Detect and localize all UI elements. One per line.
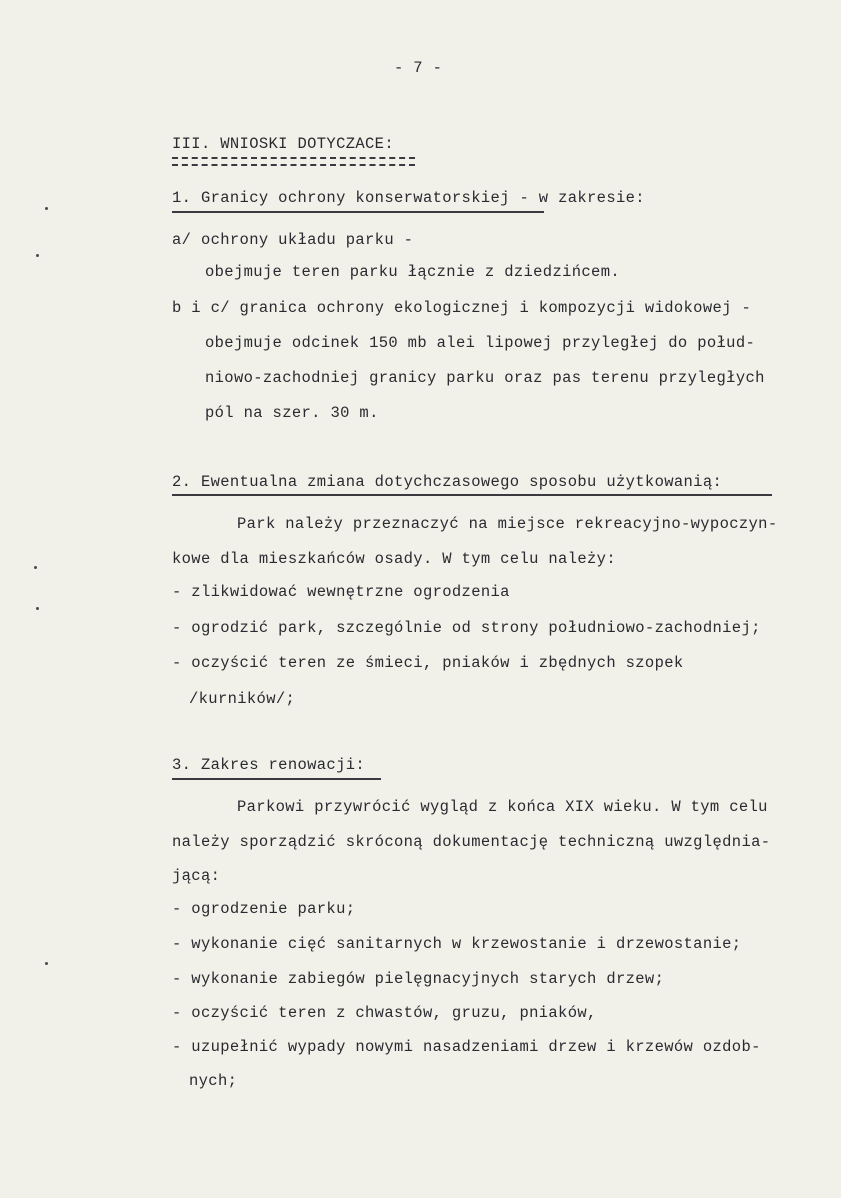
s3-line-9: nych; (189, 1072, 238, 1090)
s2-line-5: - oczyścić teren ze śmieci, pniaków i zbędnych szopek (172, 654, 684, 672)
s1-line-6: pól na szer. 30 m. (205, 404, 379, 422)
scan-speck (45, 962, 48, 965)
page-number: - 7 - (394, 59, 443, 77)
s2-line-3: - zlikwidować wewnętrzne ogrodzenia (172, 583, 510, 601)
section-3-underline (172, 778, 381, 780)
s3-line-5: - wykonanie cięć sanitarnych w krzewostanie i drzewostanie; (172, 935, 742, 953)
scan-speck (36, 607, 39, 610)
scan-speck (36, 254, 39, 257)
s3-line-3: jącą: (172, 867, 221, 885)
section-2-underline (172, 494, 772, 496)
s2-line-2: kowe dla mieszkańców osady. W tym celu należy: (172, 550, 616, 568)
s3-line-4: - ogrodzenie parku; (172, 900, 356, 918)
scan-speck (45, 207, 48, 210)
section-2-heading: 2. Ewentualna zmiana dotychczasowego sposobu użytkowanią: (172, 473, 723, 491)
s1-line-1: a/ ochrony układu parku - (172, 231, 414, 249)
section-3-heading: 3. Zakres renowacji: (172, 756, 366, 774)
s1-line-4: obejmuje odcinek 150 mb alei lipowej przyległej do połud- (205, 334, 756, 352)
scan-speck (34, 566, 37, 569)
s1-line-2: obejmuje teren parku łącznie z dziedzińcem. (205, 263, 621, 281)
section-1-underline (172, 211, 544, 213)
s1-line-3: b i c/ granica ochrony ekologicznej i kompozycji widokowej - (172, 299, 752, 317)
s3-line-8: - uzupełnić wypady nowymi nasadzeniami drzew i krzewów ozdob- (172, 1038, 761, 1056)
s3-line-7: - oczyścić teren z chwastów, gruzu, pniaków, (172, 1004, 597, 1022)
section-1-heading-text: 1. Granicy ochrony konserwatorskiej (172, 189, 510, 207)
section-1-heading-suffix: - w zakresie: (509, 189, 645, 207)
s2-line-6: /kurników/; (189, 690, 296, 708)
s3-line-2: należy sporządzić skróconą dokumentację techniczną uwzględnia- (172, 833, 771, 851)
s3-line-6: - wykonanie zabiegów pielęgnacyjnych starych drzew; (172, 970, 665, 988)
s2-line-1: Park należy przeznaczyć na miejsce rekreacyjno-wypoczyn- (237, 515, 778, 533)
section-1-heading (172, 188, 645, 208)
s2-line-4: - ogrodzić park, szczególnie od strony południowo-zachodniej; (172, 619, 761, 637)
s3-line-1: Parkowi przywrócić wygląd z końca XIX wieku. W tym celu (237, 798, 768, 816)
heading-double-underline (172, 157, 415, 166)
s1-line-5: niowo-zachodniej granicy parku oraz pas terenu przyległych (205, 369, 765, 387)
section-heading: III. WNIOSKI DOTYCZACE: (172, 135, 394, 153)
